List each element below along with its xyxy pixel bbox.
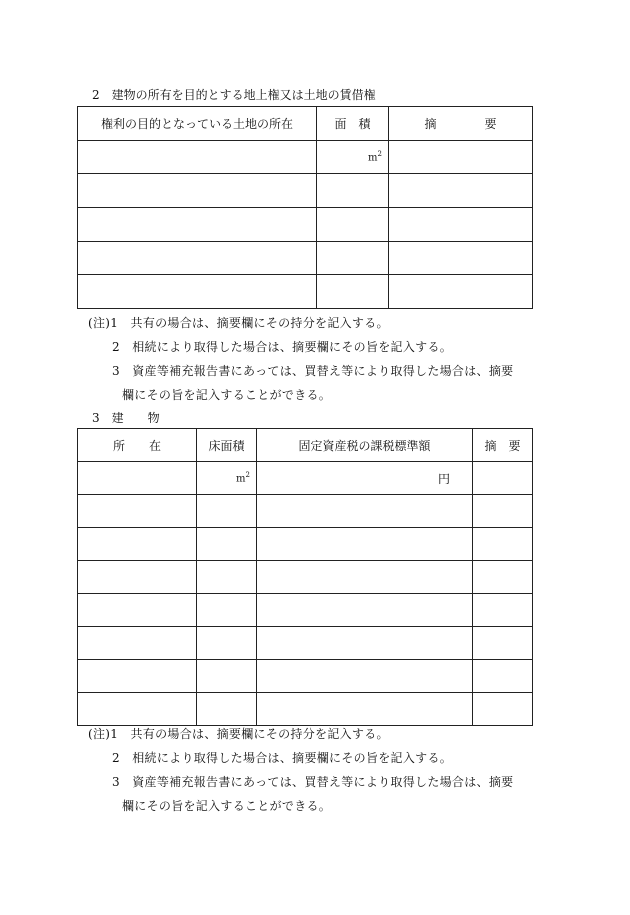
cell-location[interactable] xyxy=(78,275,317,309)
cell-area[interactable] xyxy=(317,208,389,242)
note-3: 3 資産等補充報告書にあっては、買替え等により取得した場合は、摘要 xyxy=(112,775,514,789)
cell-area-unit[interactable]: $m^2$ xyxy=(317,141,389,174)
note-3: 3 資産等補充報告書にあっては、買替え等により取得した場合は、摘要 xyxy=(112,364,514,378)
cell-remarks[interactable] xyxy=(389,275,533,309)
cell-tax-base[interactable] xyxy=(257,561,473,594)
header-location: 権利の目的となっている土地の所在 xyxy=(78,107,317,141)
cell-remarks[interactable] xyxy=(473,462,533,495)
section-2-title: 2 建物の所有を目的とする地上権又は土地の賃借権 xyxy=(92,88,376,102)
section-3-title: 3 建 物 xyxy=(92,411,160,425)
cell-location[interactable] xyxy=(78,174,317,208)
table-header-row xyxy=(78,429,533,462)
cell-tax-base[interactable] xyxy=(257,495,473,528)
cell-tax-base[interactable] xyxy=(257,528,473,561)
table-row xyxy=(78,208,533,242)
header-remarks: 摘 要 xyxy=(389,107,533,141)
cell-location[interactable] xyxy=(78,242,317,275)
cell-remarks[interactable] xyxy=(473,660,533,693)
cell-remarks[interactable] xyxy=(389,242,533,275)
cell-remarks[interactable] xyxy=(389,141,533,174)
cell-remarks[interactable] xyxy=(389,208,533,242)
cell-remarks[interactable] xyxy=(473,561,533,594)
cell-tax-base-unit[interactable]: 円 xyxy=(257,462,473,495)
cell-remarks[interactable] xyxy=(473,627,533,660)
cell-location[interactable] xyxy=(78,561,197,594)
table-row xyxy=(78,693,533,726)
cell-floor-area[interactable] xyxy=(197,495,257,528)
table-row xyxy=(78,594,533,627)
header-area: 面 積 xyxy=(317,107,389,141)
cell-location[interactable] xyxy=(78,141,317,174)
cell-remarks[interactable] xyxy=(389,174,533,208)
note-2: 2 相続により取得した場合は、摘要欄にその旨を記入する。 xyxy=(112,751,453,765)
buildings-table xyxy=(77,428,533,726)
cell-location[interactable] xyxy=(78,528,197,561)
cell-floor-area-unit[interactable]: $m^2$ xyxy=(197,462,257,495)
header-remarks: 摘 要 xyxy=(473,429,533,462)
cell-area[interactable] xyxy=(317,174,389,208)
cell-location[interactable] xyxy=(78,627,197,660)
cell-area[interactable] xyxy=(317,275,389,309)
note-3-cont: 欄にその旨を記入することができる。 xyxy=(122,799,332,813)
note-1: (注)1 共有の場合は、摘要欄にその持分を記入する。 xyxy=(88,727,389,741)
cell-location[interactable] xyxy=(78,660,197,693)
cell-location[interactable] xyxy=(78,693,197,726)
cell-tax-base[interactable] xyxy=(257,693,473,726)
cell-location[interactable] xyxy=(78,495,197,528)
cell-floor-area[interactable] xyxy=(197,594,257,627)
table-row xyxy=(78,660,533,693)
header-location: 所 在 xyxy=(78,429,197,462)
header-floor-area: 床面積 xyxy=(197,429,257,462)
cell-location[interactable] xyxy=(78,208,317,242)
cell-tax-base[interactable] xyxy=(257,660,473,693)
table-row xyxy=(78,242,533,275)
table-row xyxy=(78,462,533,495)
note-2: 2 相続により取得した場合は、摘要欄にその旨を記入する。 xyxy=(112,340,453,354)
cell-floor-area[interactable] xyxy=(197,627,257,660)
note-1: (注)1 共有の場合は、摘要欄にその持分を記入する。 xyxy=(88,316,389,330)
cell-tax-base[interactable] xyxy=(257,594,473,627)
cell-tax-base[interactable] xyxy=(257,627,473,660)
cell-location[interactable] xyxy=(78,462,197,495)
cell-remarks[interactable] xyxy=(473,528,533,561)
cell-area[interactable] xyxy=(317,242,389,275)
cell-floor-area[interactable] xyxy=(197,561,257,594)
table-row xyxy=(78,627,533,660)
table-row xyxy=(78,141,533,174)
header-tax-base: 固定資産税の課税標準額 xyxy=(257,429,473,462)
table-row xyxy=(78,528,533,561)
table-row xyxy=(78,174,533,208)
land-rights-table xyxy=(77,106,533,309)
table-row xyxy=(78,495,533,528)
table-row xyxy=(78,561,533,594)
cell-floor-area[interactable] xyxy=(197,660,257,693)
table-row xyxy=(78,275,533,309)
cell-floor-area[interactable] xyxy=(197,693,257,726)
cell-remarks[interactable] xyxy=(473,594,533,627)
cell-location[interactable] xyxy=(78,594,197,627)
table-header-row xyxy=(78,107,533,141)
cell-remarks[interactable] xyxy=(473,495,533,528)
cell-floor-area[interactable] xyxy=(197,528,257,561)
cell-remarks[interactable] xyxy=(473,693,533,726)
note-3-cont: 欄にその旨を記入することができる。 xyxy=(122,388,332,402)
